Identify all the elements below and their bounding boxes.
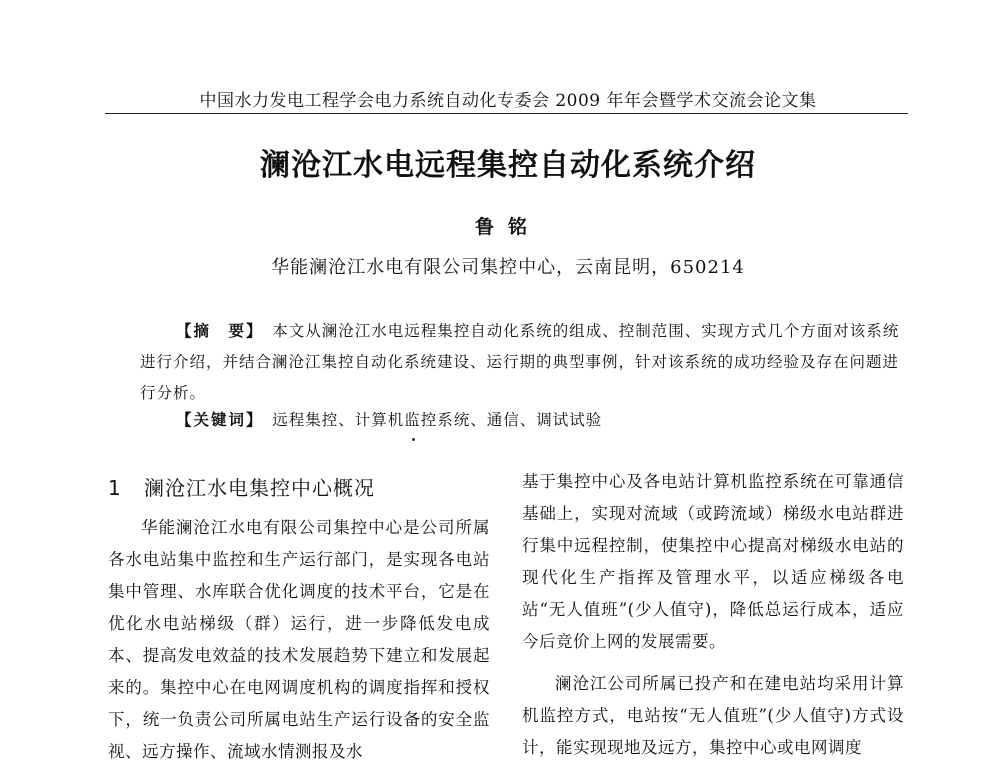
right-column-paragraph-1: 基于集控中心及各电站计算机监控系统在可靠通信基础上，实现对流域（或跨流域）梯级水电站群进行集中远程控制，使集控中心提高对梯级水电站的现代化生产指挥及管理水平，以适应梯级各电站“无人值班”(少人值守)，降低总运行成本，适应今后竞价上网的发展需要。	[522, 472, 904, 651]
abstract-text: 本文从澜沧江水电远程集控自动化系统的组成、控制范围、实现方式几个方面对该系统进行介绍，并结合澜沧江集控自动化系统建设、运行期的典型事例，针对该系统的成功经验及存在问题进行分析。	[140, 322, 900, 402]
scan-dot	[412, 438, 415, 441]
section-title: 澜沧江水电集控中心概况	[144, 476, 375, 500]
abstract-label: 【摘 要】	[176, 321, 256, 340]
paper-author: 鲁铭	[474, 216, 541, 238]
section-number: 1	[108, 476, 122, 500]
left-column-paragraph: 华能澜沧江水电有限公司集控中心是公司所属各水电站集中监控和生产运行部门，是实现各电站集中管理、水库联合优化调度的技术平台，它是在优化水电站梯级（群）运行，进一步降低发电成本、提高发电效益的技术发展趋势下建立和发展起来的。集控中心在电网调度机构的调度指挥和授权下，统一负责公司所属电站生产运行设备的安全监视、远方操作、流域水情测报及水	[108, 518, 490, 761]
keywords-label: 【关键词】	[176, 410, 256, 429]
section-heading	[108, 472, 375, 501]
running-header: 中国水力发电工程学会电力系统自动化专委会 2009 年年会暨学术交流会论文集	[199, 91, 817, 111]
abstract	[140, 315, 900, 409]
keywords	[140, 408, 900, 430]
paper-affiliation: 华能澜沧江水电有限公司集控中心，云南昆明，650214	[271, 257, 745, 278]
right-column-paragraph-2: 澜沧江公司所属已投产和在建电站均采用计算机监控方式，电站按“无人值班”(少人值守)方式设计，能实现现地及远方，集控中心或电网调度	[522, 674, 904, 757]
right-column	[522, 466, 904, 764]
header-rule	[105, 113, 908, 114]
keywords-text: 远程集控、计算机监控系统、通信、调试试验	[272, 411, 603, 429]
paper-title: 澜沧江水电远程集控自动化系统介绍	[260, 148, 756, 183]
